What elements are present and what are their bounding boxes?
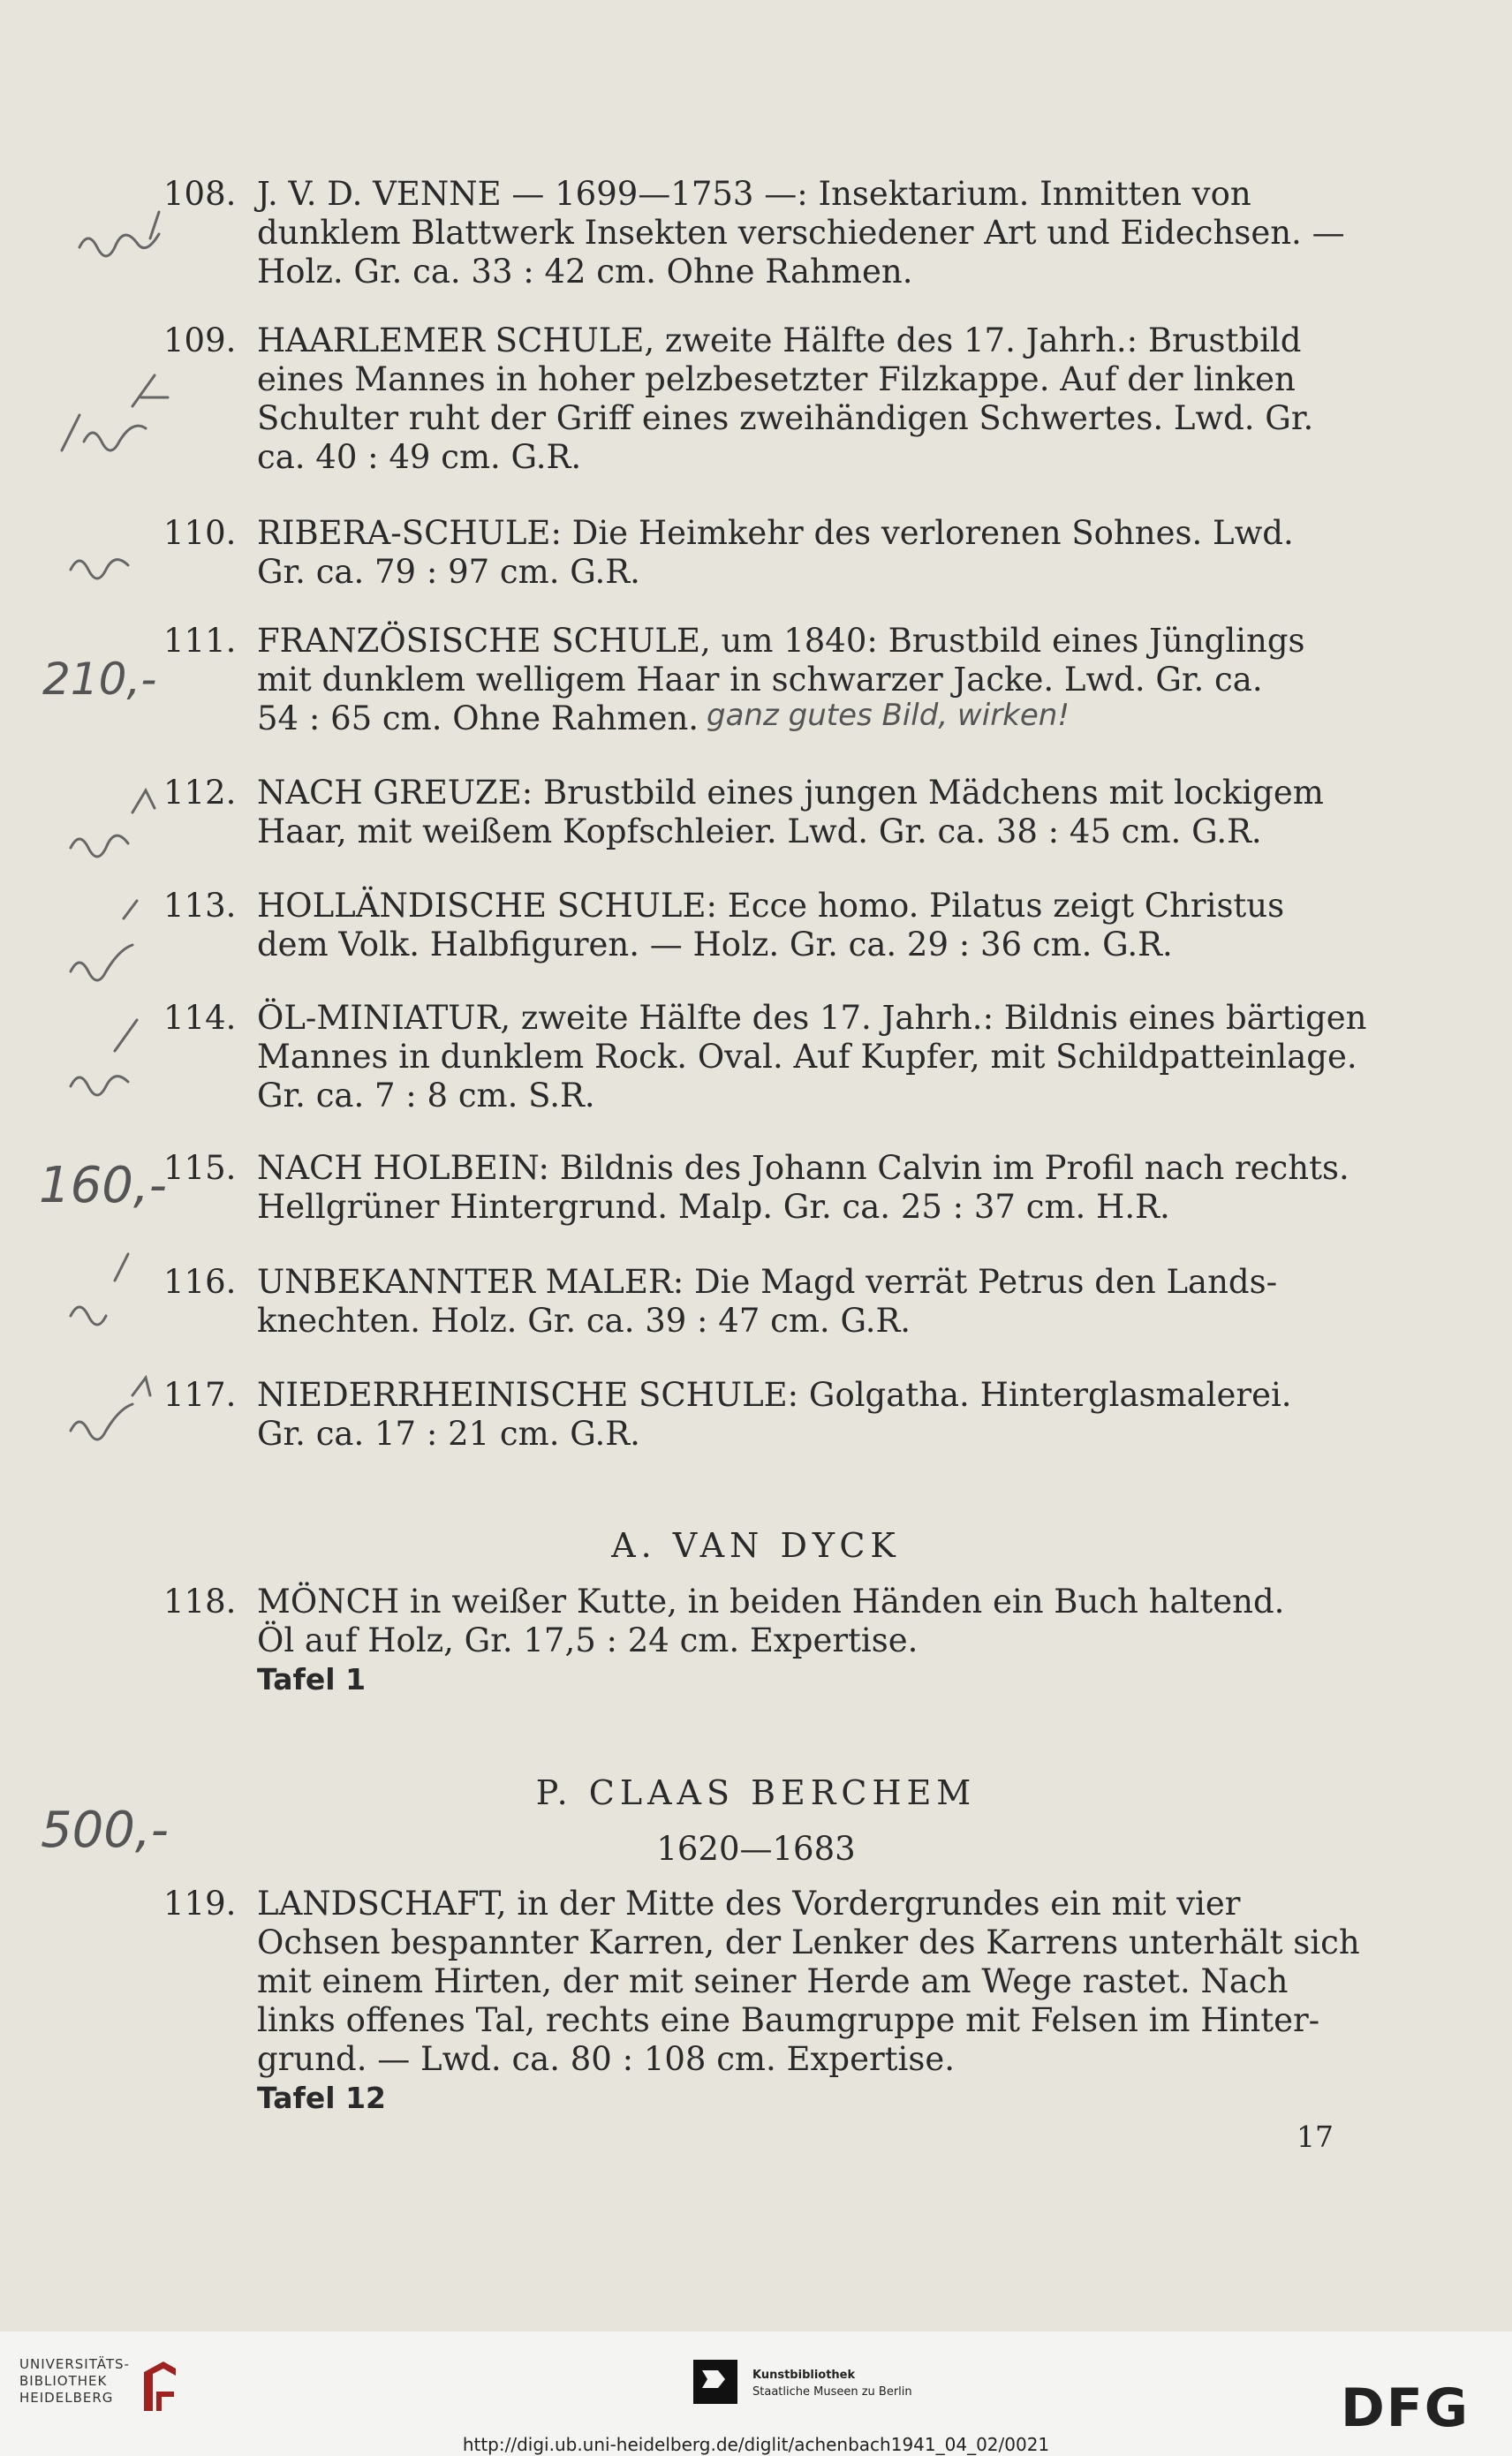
plate-reference: Tafel 12 — [257, 2081, 386, 2115]
artist-dates: 1620—1683 — [656, 1830, 856, 1868]
entry-number: 111. — [163, 622, 237, 660]
entry-line: mit einem Hirten, der mit seiner Herde am Wege rastet. Nach — [257, 1962, 1289, 2000]
dfg-logo: DFG — [1341, 2377, 1470, 2439]
entry-number: 117. — [163, 1376, 237, 1414]
entry-line: MÖNCH in weißer Kutte, in beiden Händen ein Buch haltend. — [257, 1583, 1285, 1621]
uni-line: HEIDELBERG — [19, 2390, 114, 2406]
entry-number: 116. — [163, 1263, 237, 1301]
artist-heading-berchem: P. CLAAS BERCHEM — [535, 1773, 977, 1812]
entry-number: 115. — [163, 1149, 237, 1187]
handwritten-price: 160,- — [39, 1157, 167, 1214]
entry-line: ca. 40 : 49 cm. G.R. — [257, 438, 582, 476]
entry-line: ÖL-MINIATUR, zweite Hälfte des 17. Jahrh.: Bildnis eines bärtigen — [257, 999, 1367, 1037]
entry-text — [257, 175, 1345, 291]
entry-line: eines Mannes in hoher pelzbesetzter Filzkappe. Auf der linken — [257, 360, 1296, 398]
entry-line: Gr. ca. 79 : 97 cm. G.R. — [257, 553, 640, 591]
entry-text — [257, 1376, 1329, 1454]
page-number: 17 — [1297, 2120, 1334, 2154]
handwritten-price: 500,- — [41, 1802, 169, 1859]
entry-text — [257, 1149, 1349, 1227]
entry-text — [257, 774, 1329, 851]
entry-text — [257, 1583, 1329, 1699]
entry-line: NACH GREUZE: Brustbild eines jungen Mädchens mit lockigem — [257, 774, 1324, 812]
entry-line: J. V. D. VENNE — 1699—1753 —: Insektarium. Inmitten von — [257, 175, 1251, 213]
entry-line: NACH HOLBEIN: Bildnis des Johann Calvin im Profil nach rechts. — [257, 1149, 1349, 1187]
entry-text — [257, 1263, 1329, 1341]
entry-number: 110. — [163, 514, 237, 552]
heidelberg-logo-icon — [137, 2356, 181, 2418]
kb-subtitle: Staatliche Museen zu Berlin — [752, 2385, 912, 2399]
uni-line: BIBLIOTHEK — [19, 2373, 108, 2389]
entry-line: dem Volk. Halbfiguren. — Holz. Gr. ca. 29 : 36 cm. G.R. — [257, 926, 1173, 964]
entry-line: HAARLEMER SCHULE, zweite Hälfte des 17. Jahrh.: Brustbild — [257, 321, 1302, 359]
entry-line: Öl auf Holz, Gr. 17,5 : 24 cm. Expertise. — [257, 1621, 919, 1659]
handwritten-note: ganz gutes Bild, wirken! — [707, 698, 1070, 733]
university-library-name — [19, 2356, 130, 2407]
entry-line: HOLLÄNDISCHE SCHULE: Ecce homo. Pilatus zeigt Christus — [257, 887, 1285, 925]
artist-heading-van-dyck: A. VAN DYCK — [611, 1526, 901, 1565]
entry-number: 118. — [163, 1583, 237, 1621]
handwritten-price: 210,- — [42, 654, 157, 705]
entry-text — [257, 887, 1329, 964]
entry-line: links offenes Tal, rechts eine Baumgruppe mit Felsen im Hinter- — [257, 2001, 1320, 2039]
entry-line: 54 : 65 cm. Ohne Rahmen. — [257, 699, 699, 737]
kunstbibliothek-text — [752, 2367, 912, 2400]
entry-number: 109. — [163, 321, 237, 359]
source-url[interactable]: http://digi.ub.uni-heidelberg.de/diglit/achenbach1941_04_02/0021 — [462, 2434, 1050, 2455]
entry-line: Haar, mit weißem Kopfschleier. Lwd. Gr. ca. 38 : 45 cm. G.R. — [257, 812, 1262, 850]
entry-line: Hellgrüner Hintergrund. Malp. Gr. ca. 25 : 37 cm. H.R. — [257, 1188, 1170, 1226]
entry-line: dunklem Blattwerk Insekten verschiedener Art und Eidechsen. — — [257, 214, 1345, 252]
entry-text — [257, 321, 1329, 477]
entry-number: 113. — [163, 887, 237, 925]
uni-line: UNIVERSITÄTS- — [19, 2356, 130, 2372]
entry-line: FRANZÖSISCHE SCHULE, um 1840: Brustbild eines Jünglings — [257, 622, 1305, 660]
entry-line: Holz. Gr. ca. 33 : 42 cm. Ohne Rahmen. — [257, 253, 913, 291]
entry-number: 108. — [163, 175, 237, 213]
entry-line: Gr. ca. 17 : 21 cm. G.R. — [257, 1415, 640, 1453]
entry-number: 112. — [163, 774, 237, 812]
kunstbibliothek-logo-icon — [693, 2360, 737, 2404]
entry-line: mit dunklem welligem Haar in schwarzer Jacke. Lwd. Gr. ca. — [257, 661, 1263, 699]
entry-number: 119. — [163, 1885, 237, 1923]
entry-line: grund. — Lwd. ca. 80 : 108 cm. Expertise. — [257, 2040, 956, 2078]
entry-line: Schulter ruht der Griff eines zweihändigen Schwertes. Lwd. Gr. — [257, 399, 1314, 437]
entry-line: Ochsen bespannter Karren, der Lenker des Karrens unterhält sich — [257, 1923, 1360, 1961]
entry-text — [257, 514, 1329, 592]
entry-text — [257, 999, 1367, 1115]
entry-line: Gr. ca. 7 : 8 cm. S.R. — [257, 1077, 595, 1115]
entry-line: RIBERA-SCHULE: Die Heimkehr des verlorenen Sohnes. Lwd. — [257, 514, 1294, 552]
kb-title: Kunstbibliothek — [752, 2369, 856, 2382]
footer-bar — [0, 2331, 1512, 2456]
entry-line: LANDSCHAFT, in der Mitte des Vordergrundes ein mit vier — [257, 1885, 1241, 1923]
entry-text — [257, 1885, 1360, 2118]
entry-line: Mannes in dunklem Rock. Oval. Auf Kupfer, mit Schildpatteinlage. — [257, 1038, 1357, 1076]
entry-line: knechten. Holz. Gr. ca. 39 : 47 cm. G.R. — [257, 1302, 911, 1340]
entry-line: NIEDERRHEINISCHE SCHULE: Golgatha. Hinterglasmalerei. — [257, 1376, 1292, 1414]
handwritten-marks — [35, 177, 194, 1537]
entry-line: UNBEKANNTER MALER: Die Magd verrät Petrus den Lands- — [257, 1263, 1278, 1301]
plate-reference: Tafel 1 — [257, 1662, 367, 1697]
entry-number: 114. — [163, 999, 237, 1037]
